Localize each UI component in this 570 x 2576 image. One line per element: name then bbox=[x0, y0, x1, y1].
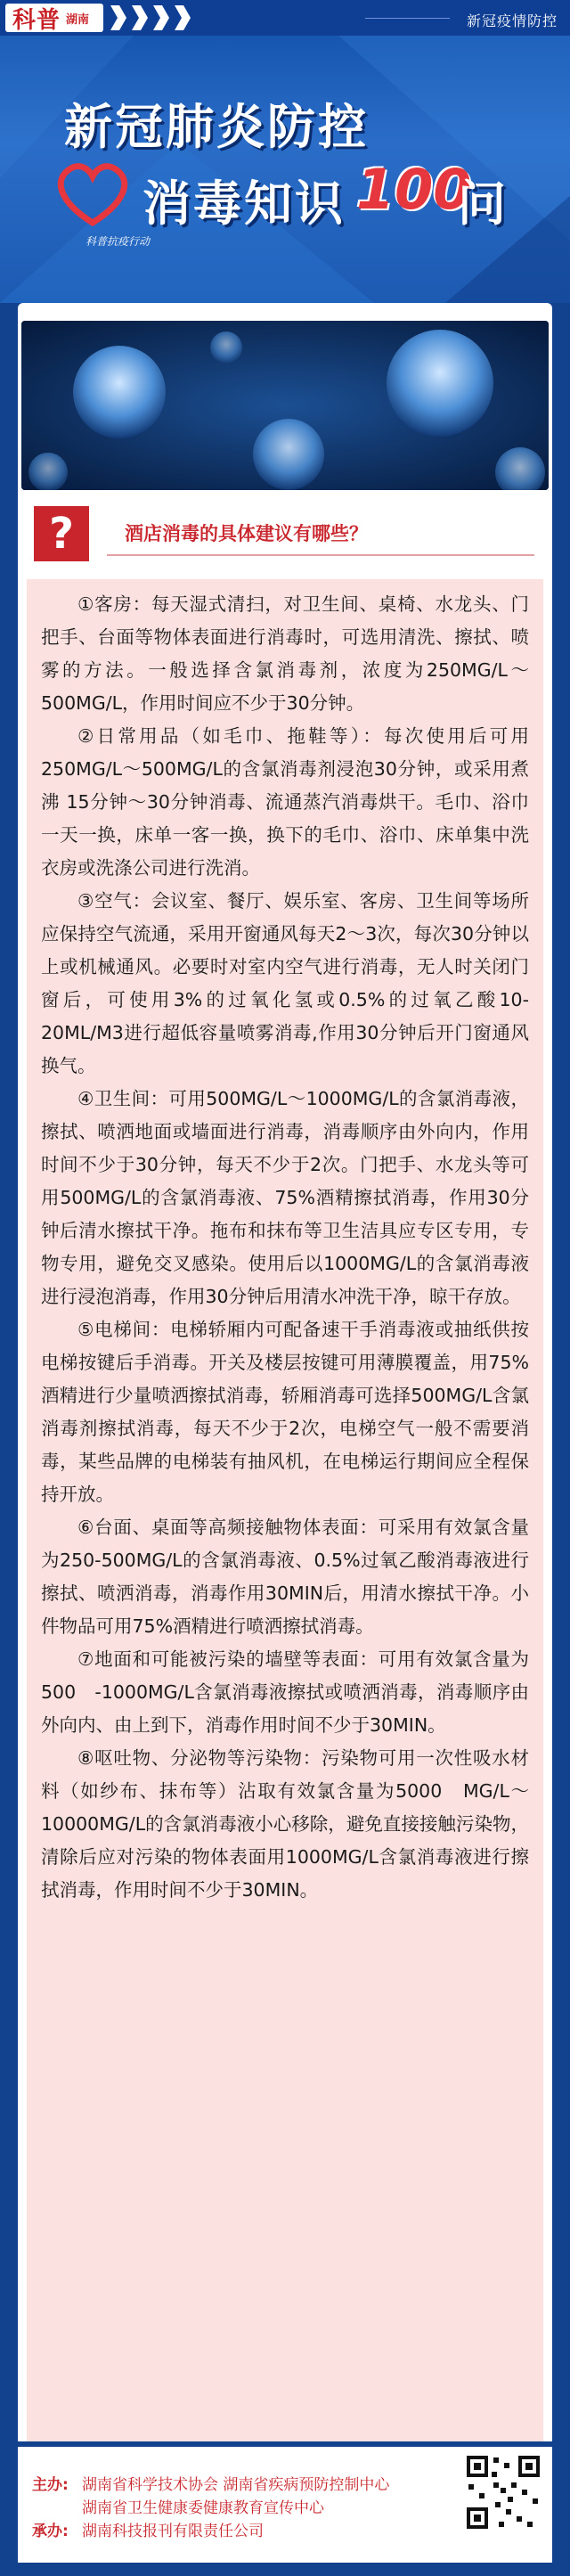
footer-credits bbox=[32, 2474, 451, 2543]
sponsor-line-1: 湖南省科学技术协会 湖南省疾病预防控制中心 bbox=[82, 2476, 390, 2494]
heart-badge-icon bbox=[50, 160, 135, 228]
hero-banner bbox=[0, 36, 570, 303]
paragraph-elevator: ⑤电梯间：电梯轿厢内可配备速干手消毒液或抽纸供按电梯按键后手消毒。开关及楼层按键可用薄膜覆盖，用75%酒精进行少量喷洒擦拭消毒，轿厢消毒可选择500MG/L含氯消毒剂擦拭消毒，每天不少于2次，电梯空气一般不需要消毒，某些品牌的电梯装有抽风机，在电梯运行期间应全程保持开放。 bbox=[41, 1319, 529, 1505]
paragraph-vomit: ⑧呕吐物、分泌物等污染物：污染物可用一次性吸水材料（如纱布、抹布等）沾取有效氯含量为5000 MG/L～10000MG/L的含氯消毒液小心移除，避免直接接触污染物，清除后应对污染的物体表面用1000MG/L含氯消毒液进行擦拭消毒，作用时间不少于30MIN。 bbox=[41, 1747, 529, 1901]
sponsor-label: 主办: bbox=[32, 2476, 69, 2494]
sponsor-row bbox=[32, 2474, 451, 2497]
chevron-right-icon bbox=[151, 5, 169, 30]
top-divider bbox=[365, 18, 450, 19]
virus-image bbox=[21, 321, 549, 490]
paragraph-restroom: ④卫生间：可用500MG/L～1000MG/L的含氯消毒液，擦拭、喷洒地面或墙面进行消毒，消毒顺序由外向内，作用时间不少于30分钟，每天不少于2次。门把手、水龙头等可用500MG/L的含氯消毒液、75%酒精擦拭消毒，作用30分钟后清水擦拭干净。拖布和抹布等卫生洁具应专区专用，专物专用，避免交叉感染。使用后以1000MG/L的含氯消毒液进行浸泡消毒，作用30分钟后用清水冲洗干净，晾干存放。 bbox=[41, 1088, 529, 1307]
organizer-row bbox=[32, 2520, 451, 2543]
logo-main-text: 科普 bbox=[12, 6, 61, 34]
sponsor-line-2: 湖南省卫生健康委健康教育宣传中心 bbox=[82, 2499, 324, 2517]
paragraph-surfaces: ⑥台面、桌面等高频接触物体表面：可采用有效氯含量为250-500MG/L的含氯消毒液、0.5%过氧乙酸消毒液进行擦拭、喷洒消毒，消毒作用30MIN后，用清水擦拭干净。小件物品可用75%酒精进行喷洒擦拭消毒。 bbox=[41, 1517, 529, 1637]
logo bbox=[5, 4, 103, 32]
top-bar bbox=[0, 0, 570, 36]
qr-code-icon[interactable] bbox=[463, 2452, 543, 2532]
organizer-label: 承办: bbox=[32, 2523, 69, 2540]
chevron-right-icon bbox=[130, 5, 148, 30]
chevron-right-icon bbox=[109, 5, 126, 30]
sponsor-row-2 bbox=[32, 2497, 451, 2520]
hero-title-suffix: 问 bbox=[458, 176, 506, 232]
paragraph-guest-room: ①客房：每天湿式清扫，对卫生间、桌椅、水龙头、门把手、台面等物体表面进行消毒时，可选用清洗、擦拭、喷雾的方法。一般选择含氯消毒剂，浓度为250MG/L～500MG/L，作用时间应不少于30分钟。 bbox=[41, 593, 529, 714]
section-label: 新冠疫情防控 bbox=[466, 12, 558, 29]
chevron-decoration bbox=[109, 5, 194, 30]
question-mark-icon: ? bbox=[34, 506, 89, 561]
hero-title-line2: 消毒知识 bbox=[142, 176, 346, 232]
paragraph-floor-walls: ⑦地面和可能被污染的墙壁等表面：可用有效氯含量为500 -1000MG/L含氯消毒液擦拭或喷洒消毒，消毒顺序由外向内、由上到下，消毒作用时间不少于30MIN。 bbox=[41, 1648, 529, 1736]
chevron-right-icon bbox=[173, 5, 191, 30]
question-underline bbox=[107, 554, 534, 556]
answer-body bbox=[27, 579, 543, 2441]
hero-title-line1: 新冠肺炎防控 bbox=[64, 99, 369, 155]
question-title: 酒店消毒的具体建议有哪些？ bbox=[125, 523, 368, 544]
paragraph-air: ③空气：会议室、餐厅、娱乐室、客房、卫生间等场所应保持空气流通，采用开窗通风每天2～3次，每次30分钟以上或机械通风。必要时对室内空气进行消毒，无人时关闭门窗后，可使用3%的过氧化氢或0.5%的过氧乙酸10-20ML/M3进行超低容量喷雾消毒,作用30分钟后开门窗通风换气。 bbox=[41, 890, 529, 1076]
organizer-name: 湖南科技报刊有限责任公司 bbox=[82, 2523, 264, 2540]
virus-illustration bbox=[21, 321, 549, 490]
question-header bbox=[18, 499, 552, 568]
badge-caption: 科普抗疫行动 bbox=[86, 235, 151, 248]
logo-sub-text: 湖南 bbox=[66, 12, 90, 27]
hero-title-number: 100 bbox=[356, 157, 472, 222]
paragraph-daily-items: ②日常用品（如毛巾、拖鞋等）：每次使用后可用250MG/L～500MG/L的含氯消毒剂浸泡30分钟，或采用煮沸 15分钟～30分钟消毒、流通蒸汽消毒烘干。毛巾、浴巾一天一换，床单一客一换，换下的毛巾、浴巾、床单集中洗衣房或洗涤公司进行洗消。 bbox=[41, 725, 529, 879]
